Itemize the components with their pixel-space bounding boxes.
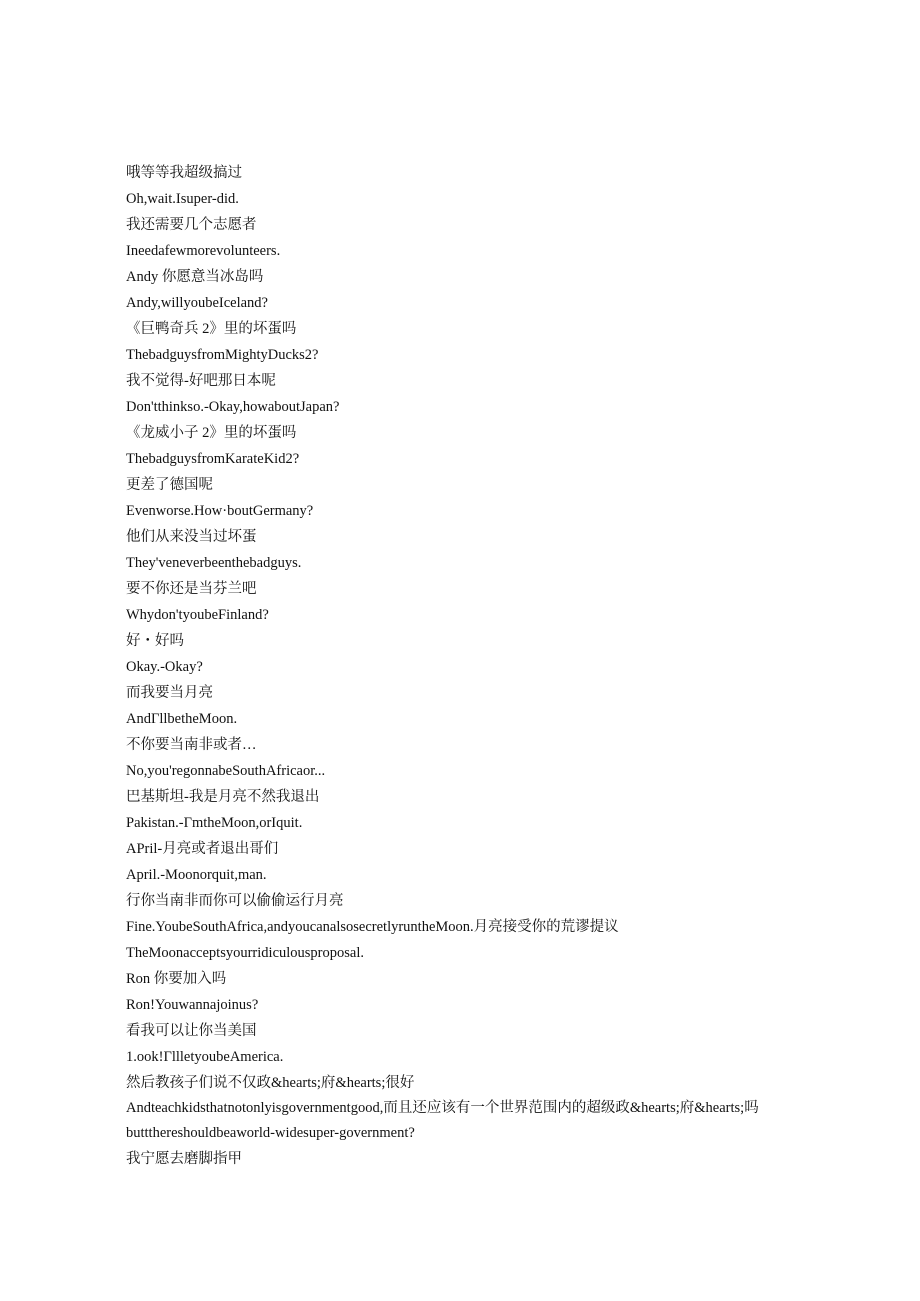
- text-line: 《龙威小子 2》里的坏蛋吗: [126, 425, 297, 441]
- text-line: AndΓllbetheMoon.: [126, 711, 238, 727]
- text-line: Evenworse.How·boutGermany?: [126, 503, 314, 519]
- text-line: 我不觉得-好吧那日本呢: [126, 373, 276, 389]
- text-line: ThebadguysfromKarateKid2?: [126, 451, 300, 467]
- text-line: Fine.YoubeSouthAfrica,andyoucanalsosecretlyruntheMoon.月亮接受你的荒谬提议: [126, 919, 619, 935]
- text-line: 我还需要几个志愿者: [126, 217, 257, 233]
- text-line: Okay.-Okay?: [126, 659, 203, 675]
- text-line: Whydon'tyoubeFinland?: [126, 607, 269, 623]
- text-line: 看我可以让你当美国: [126, 1023, 257, 1039]
- text-line: 更差了德国呢: [126, 477, 213, 493]
- text-line: 要不你还是当芬兰吧: [126, 581, 257, 597]
- text-line: Oh,wait.Isuper-did.: [126, 191, 239, 207]
- text-line: 巴基斯坦-我是月亮不然我退出: [126, 789, 320, 805]
- text-line: Andteachkidsthatnotonlyisgovernmentgood,而且还应该有一个世界范围内的超级政&hearts;府&hearts;吗 buttthereshouldbeaworld-widesuper-government?: [126, 1100, 759, 1141]
- text-line: 我宁愿去磨脚指甲: [126, 1151, 242, 1167]
- text-line: ThebadguysfromMightyDucks2?: [126, 347, 319, 363]
- text-line: Ron 你要加入吗: [126, 971, 227, 987]
- text-line: Andy 你愿意当冰岛吗: [126, 269, 264, 285]
- text-line: April.-Moonorquit,man.: [126, 867, 267, 883]
- text-line: 好・好吗: [126, 633, 184, 649]
- text-line: 行你当南非而你可以偷偷运行月亮: [126, 893, 344, 909]
- text-line: They'veneverbeenthebadguys.: [126, 555, 302, 571]
- text-line: 他们从来没当过坏蛋: [126, 529, 257, 545]
- text-line: No,you'regonnabeSouthAfricaor...: [126, 763, 326, 779]
- text-line: Ron!Youwannajoinus?: [126, 997, 259, 1013]
- text-line: APril-月亮或者退出哥们: [126, 841, 279, 857]
- text-line: 1.ook!ΓllletyoubeAmerica.: [126, 1049, 284, 1065]
- text-line: 《巨鸭奇兵 2》里的坏蛋吗: [126, 321, 297, 337]
- text-line: 哦等等我超级搞过: [126, 165, 242, 181]
- text-line: Pakistan.-ΓmtheMoon,orIquit.: [126, 815, 303, 831]
- text-line: TheMoonacceptsyourridiculousproposal.: [126, 945, 364, 961]
- text-line: Andy,willyoubeIceland?: [126, 295, 268, 311]
- text-line: 然后教孩子们说不仅政&hearts;府&hearts;很好: [126, 1075, 415, 1091]
- text-line: Don'tthinkso.-Okay,howaboutJapan?: [126, 399, 340, 415]
- text-line: 而我要当月亮: [126, 685, 213, 701]
- transcript-text: [126, 160, 806, 1172]
- text-line: Ineedafewmorevolunteers.: [126, 243, 281, 259]
- text-line: 不你要当南非或者…: [126, 737, 257, 753]
